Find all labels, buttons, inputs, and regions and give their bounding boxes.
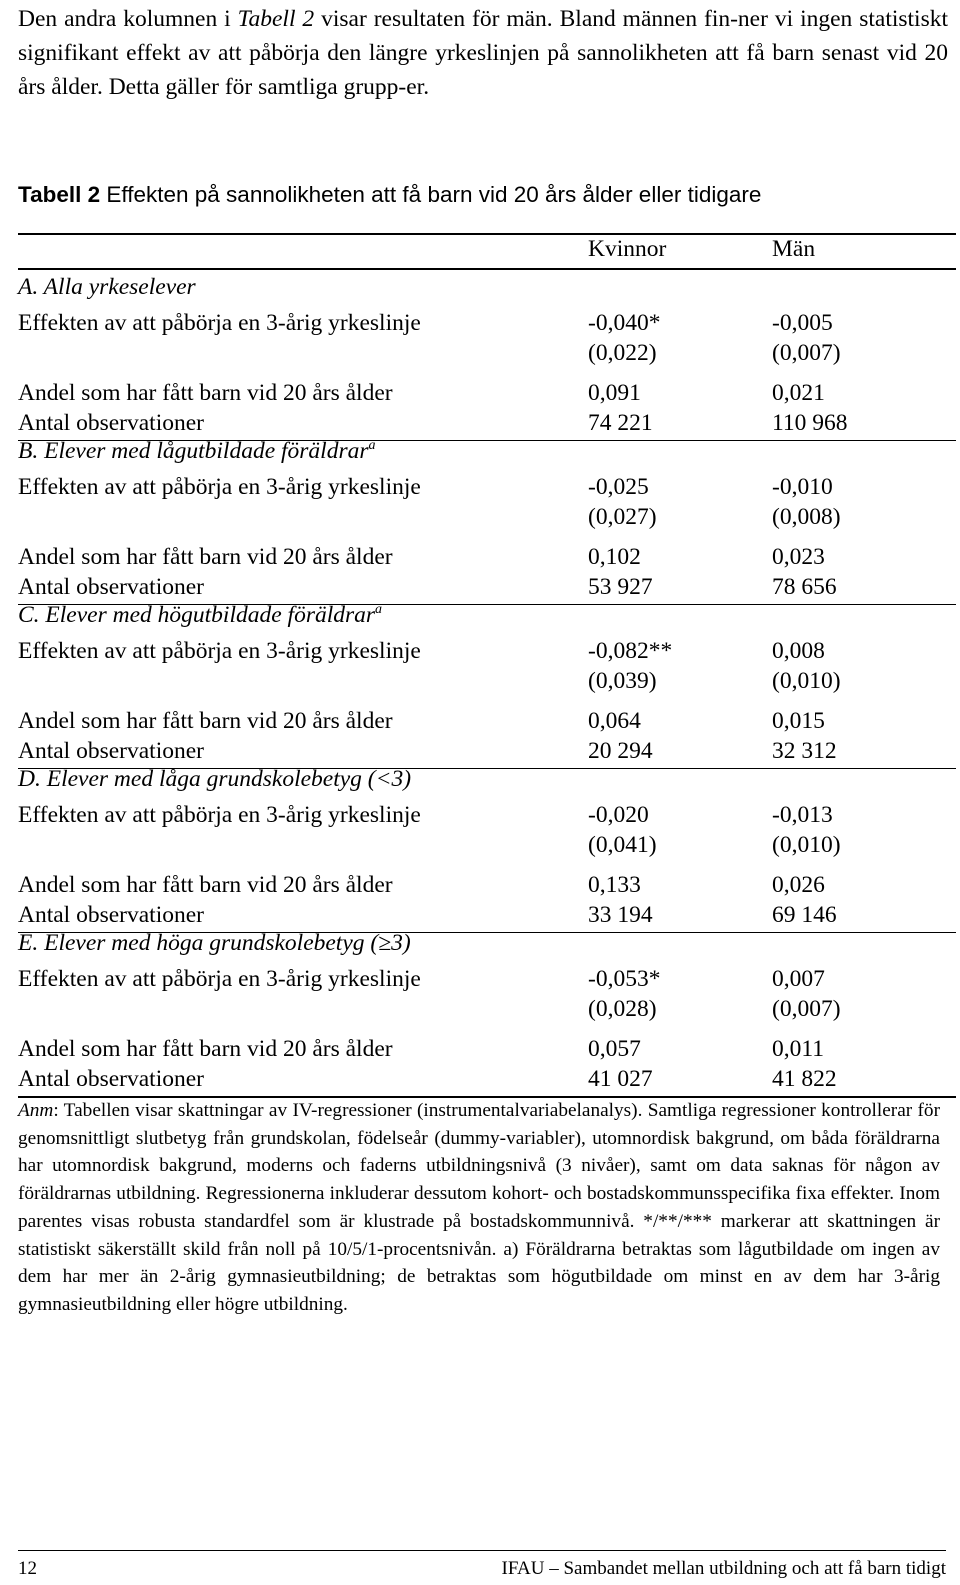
cell-women-effect: -0,020 xyxy=(588,802,649,828)
cell-women-effect: -0,040* xyxy=(588,310,661,336)
row-label-share: Andel som har fått barn vid 20 års ålder xyxy=(18,708,393,734)
cell-men-obs: 32 312 xyxy=(772,738,837,764)
cell-men-obs: 110 968 xyxy=(772,410,848,436)
panel-title xyxy=(18,436,376,466)
cell-women-se: (0,028) xyxy=(588,996,657,1022)
cell-women-obs: 53 927 xyxy=(588,574,653,600)
panel-title xyxy=(18,764,411,794)
panel-title-footnote-marker: a xyxy=(368,438,376,453)
cell-women-effect: -0,053* xyxy=(588,966,661,992)
row-label-effect: Effekten av att påbörja en 3-årig yrkeslinje xyxy=(18,474,421,500)
cell-men-se: (0,010) xyxy=(772,668,841,694)
table-top-rule xyxy=(18,233,956,235)
results-table xyxy=(18,0,956,1100)
row-label-observations: Antal observationer xyxy=(18,1066,204,1092)
cell-women-obs: 74 221 xyxy=(588,410,653,436)
intro-text-start: Den andra kolumnen i xyxy=(18,6,238,32)
panel-title-text: A. Alla yrkeselever xyxy=(18,274,196,300)
table-caption-text: Effekten på sannolikheten att få barn vid 20 års ålder eller tidigare xyxy=(100,182,762,207)
row-label-share: Andel som har fått barn vid 20 års ålder xyxy=(18,872,393,898)
table-caption-label: Tabell 2 xyxy=(18,182,101,207)
cell-men-obs: 78 656 xyxy=(772,574,837,600)
note-text: : Tabellen visar skattningar av IV-regressioner (instrumentalvariabelanalys). Samtliga regressioner kontrollerar för genomsnittligt slutbetyg från grundskolan, födelseår (dummy-variabler), utomnordisk bakgrund, om båda föräldrarna har utomnordisk bakgrund, moderns och faderns utbildningsnivå (3 nivåer), samt om data saknas för någon av föräldrarnas utbildning. Regressionerna inkluderar dessutom kohort- och bostadskommunsspecifika fixa effekter. Inom parentes visas robusta standardfel som är klustrade på bostadskommunnivå. */**/*** markerar att skattningen är statistiskt säkerställt skild från noll på 10/5/1-procentsnivån. a) Föräldrarna betraktas som lågutbildade om ingen av dem har mer än 2-årig gymnasieutbildning; de betraktas som högutbildade om minst en av dem har 3-årig gymnasieutbildning eller högre utbildning. xyxy=(18,1100,940,1315)
panel-title-text: E. Elever med höga grundskolebetyg (≥3) xyxy=(18,930,411,956)
running-head: IFAU – Sambandet mellan utbildning och att få barn tidigt xyxy=(501,1558,946,1579)
row-label-observations: Antal observationer xyxy=(18,574,204,600)
row-label-observations: Antal observationer xyxy=(18,902,204,928)
footer-rule xyxy=(18,1550,946,1551)
intro-table-reference: Tabell 2 xyxy=(237,6,315,32)
panel-title-text: B. Elever med lågutbildade föräldrar xyxy=(18,438,369,464)
cell-men-obs: 41 822 xyxy=(772,1066,837,1092)
row-label-share: Andel som har fått barn vid 20 års ålder xyxy=(18,544,393,570)
cell-women-effect: -0,082** xyxy=(588,638,673,664)
cell-men-obs: 69 146 xyxy=(772,902,837,928)
cell-men-effect: -0,010 xyxy=(772,474,833,500)
cell-women-share: 0,102 xyxy=(588,544,641,570)
cell-men-se: (0,007) xyxy=(772,996,841,1022)
cell-men-se: (0,010) xyxy=(772,832,841,858)
cell-women-obs: 20 294 xyxy=(588,738,653,764)
row-label-effect: Effekten av att påbörja en 3-årig yrkeslinje xyxy=(18,966,421,992)
row-label-observations: Antal observationer xyxy=(18,738,204,764)
cell-women-share: 0,057 xyxy=(588,1036,641,1062)
row-label-observations: Antal observationer xyxy=(18,410,204,436)
panel-title-text: D. Elever med låga grundskolebetyg (<3) xyxy=(18,766,412,792)
row-label-share: Andel som har fått barn vid 20 års ålder xyxy=(18,380,393,406)
cell-women-se: (0,039) xyxy=(588,668,657,694)
cell-men-se: (0,007) xyxy=(772,340,841,366)
cell-men-effect: -0,013 xyxy=(772,802,833,828)
cell-women-effect: -0,025 xyxy=(588,474,649,500)
panel-title xyxy=(18,600,382,630)
cell-women-se: (0,027) xyxy=(588,504,657,530)
cell-women-share: 0,064 xyxy=(588,708,641,734)
page-number: 12 xyxy=(18,1558,37,1579)
header-women: Kvinnor xyxy=(588,236,667,262)
row-label-effect: Effekten av att påbörja en 3-årig yrkeslinje xyxy=(18,802,421,828)
note-label: Anm xyxy=(18,1100,54,1121)
row-label-effect: Effekten av att påbörja en 3-årig yrkeslinje xyxy=(18,638,421,664)
panel-title-text: C. Elever med högutbildade föräldrar xyxy=(18,602,376,628)
cell-women-share: 0,091 xyxy=(588,380,641,406)
cell-women-se: (0,041) xyxy=(588,832,657,858)
cell-men-share: 0,021 xyxy=(772,380,825,406)
cell-women-obs: 33 194 xyxy=(588,902,653,928)
cell-men-effect: 0,008 xyxy=(772,638,825,664)
cell-men-se: (0,008) xyxy=(772,504,841,530)
panel-title-footnote-marker: a xyxy=(375,602,383,617)
cell-men-share: 0,026 xyxy=(772,872,825,898)
cell-men-share: 0,023 xyxy=(772,544,825,570)
row-label-effect: Effekten av att påbörja en 3-årig yrkeslinje xyxy=(18,310,421,336)
intro-text-end: visar resultaten för män. Bland männen fin-ner vi ingen statistiskt signifikant effekt av att påbörja den längre yrkeslinjen på sannolikheten att få barn senast vid 20 års ålder. Detta gäller för samtliga grupp-er. xyxy=(18,6,949,100)
cell-men-share: 0,011 xyxy=(772,1036,825,1062)
cell-men-share: 0,015 xyxy=(772,708,825,734)
panel-title xyxy=(18,928,411,958)
cell-women-share: 0,133 xyxy=(588,872,641,898)
header-men: Män xyxy=(772,236,816,262)
cell-women-se: (0,022) xyxy=(588,340,657,366)
cell-women-obs: 41 027 xyxy=(588,1066,653,1092)
header-rule xyxy=(18,268,956,270)
cell-men-effect: 0,007 xyxy=(772,966,825,992)
table-note xyxy=(18,1097,940,1319)
row-label-share: Andel som har fått barn vid 20 års ålder xyxy=(18,1036,393,1062)
panel-title xyxy=(18,272,196,302)
cell-men-effect: -0,005 xyxy=(772,310,833,336)
